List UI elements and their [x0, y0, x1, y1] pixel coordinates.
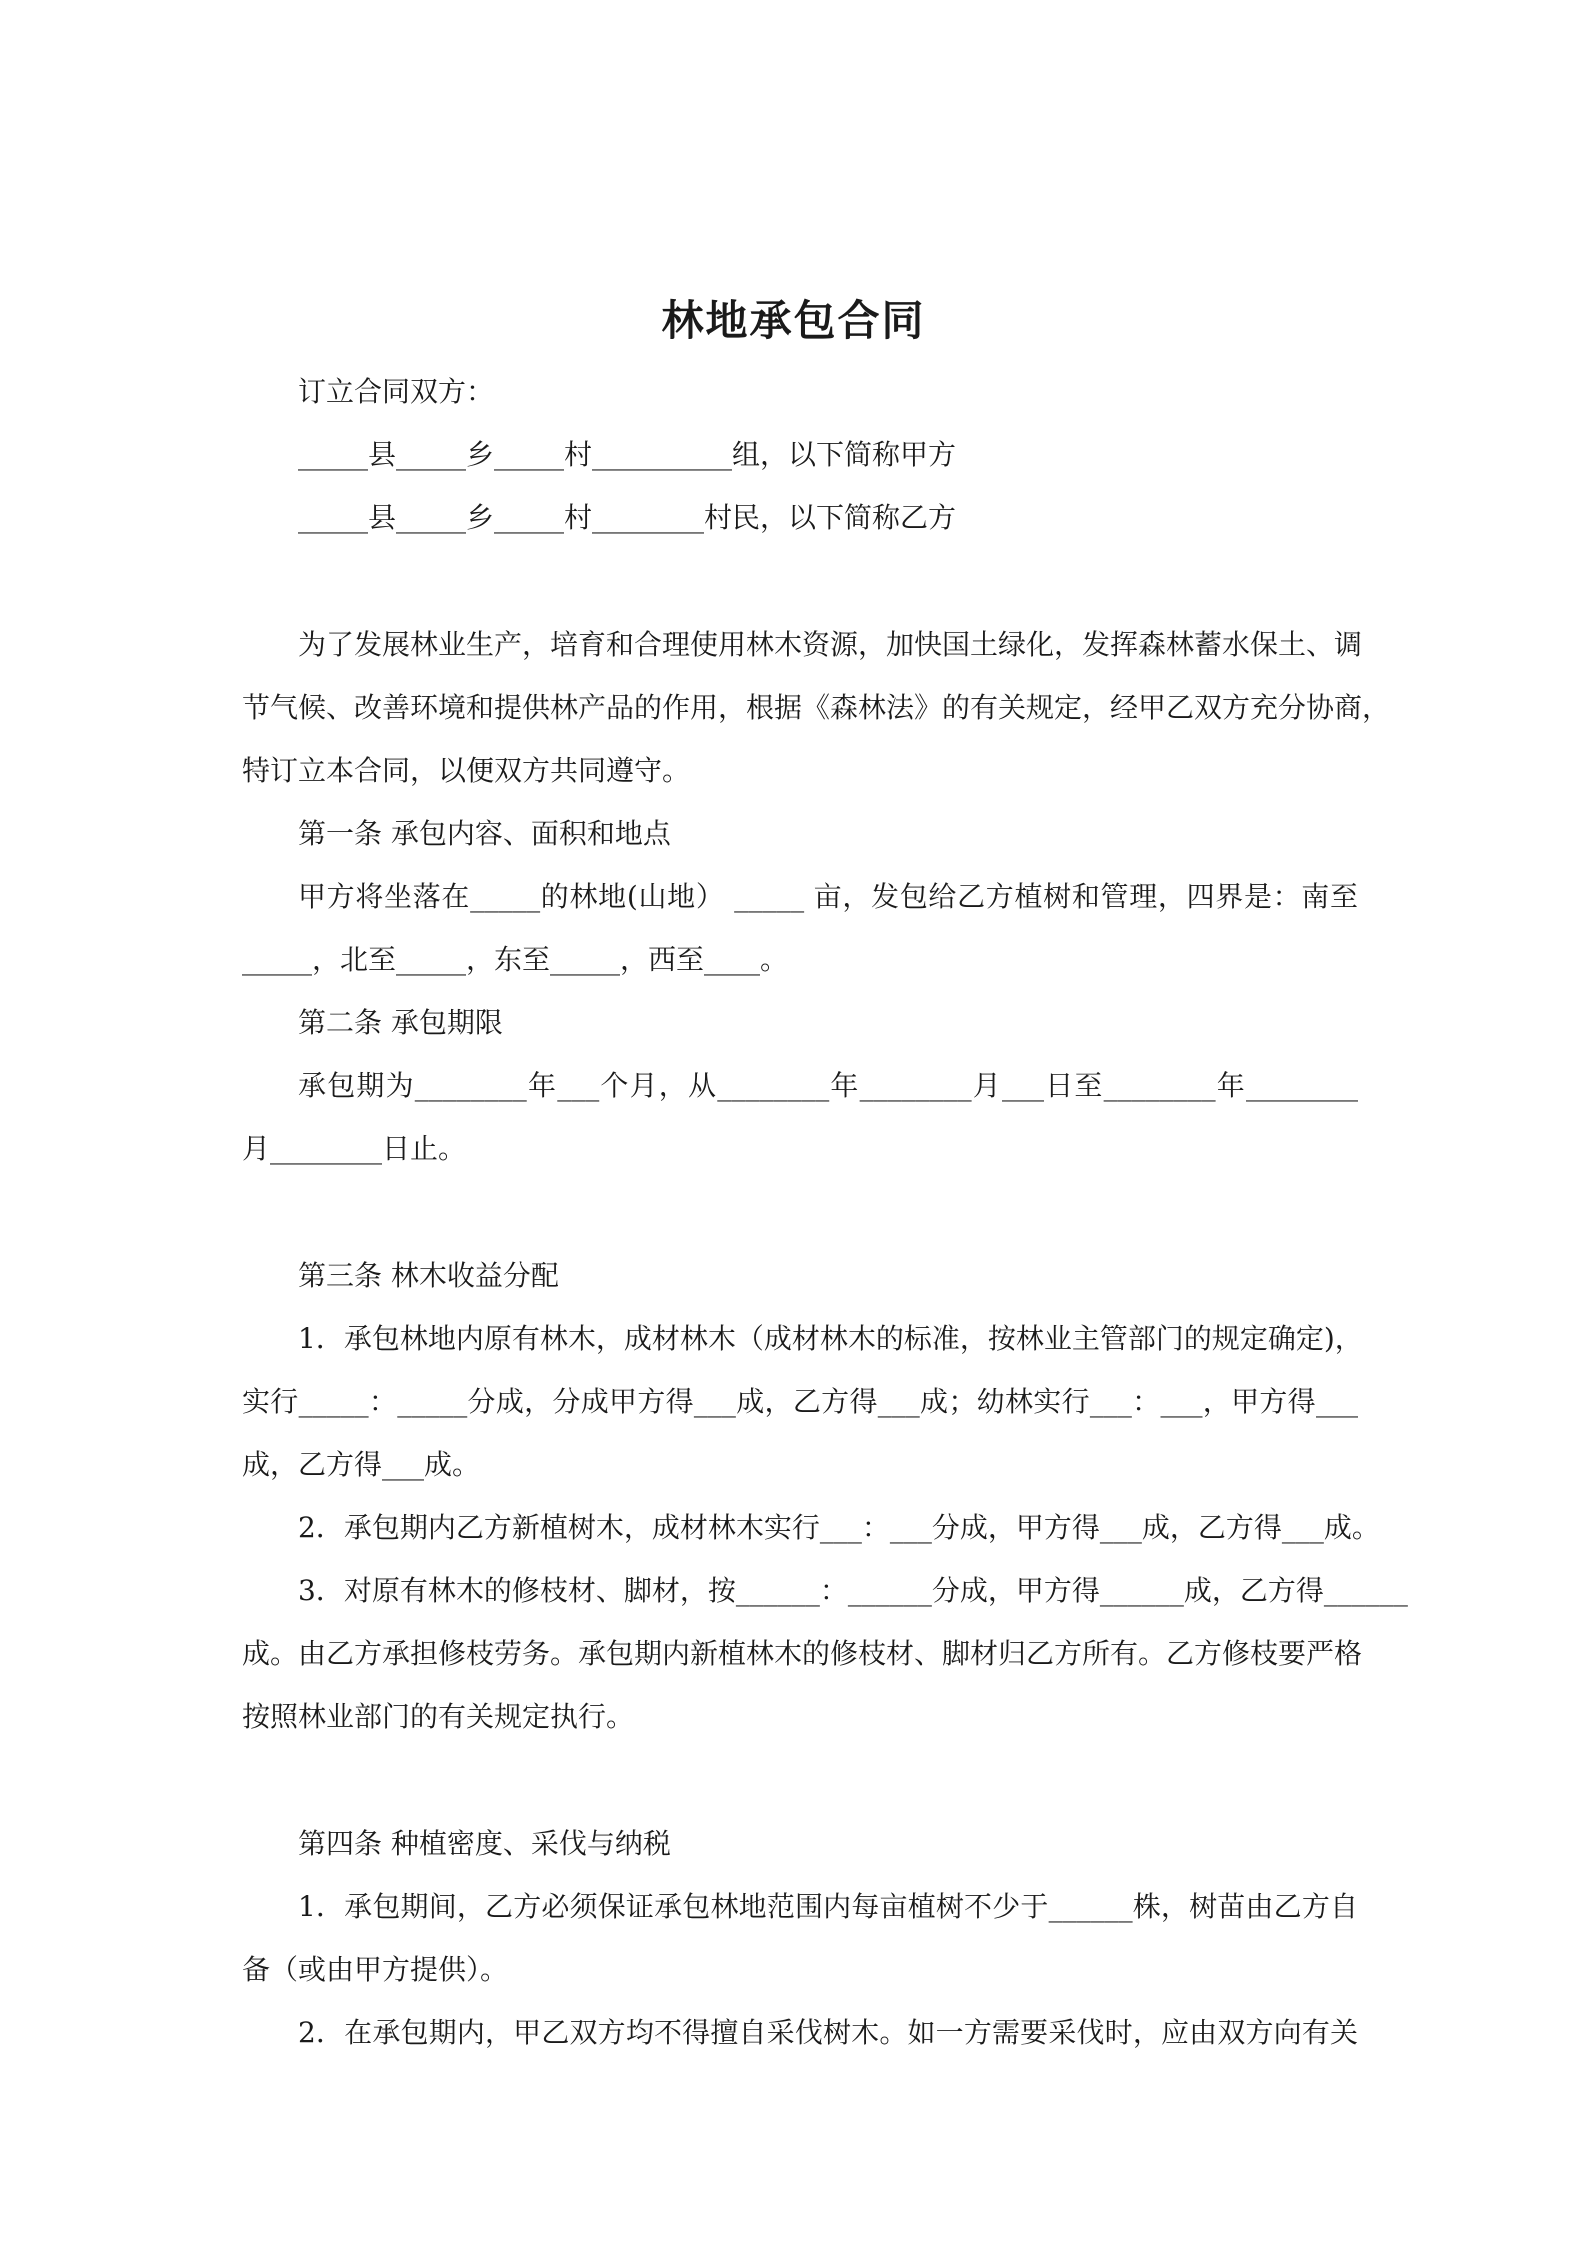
article-3-heading: 第三条 林木收益分配 — [298, 1259, 559, 1292]
preamble-line-1: 为了发展林业生产，培育和合理使用林木资源，加快国土绿化，发挥森林蓄水保土、调 — [298, 628, 1363, 661]
article-3-item-3-line-3: 按照林业部门的有关规定执行。 — [242, 1700, 635, 1733]
article-2-heading: 第二条 承包期限 — [298, 1006, 503, 1039]
article-2-line-2: 月________日止。 — [242, 1132, 467, 1165]
preamble-line-3: 特订立本合同，以便双方共同遵守。 — [242, 754, 691, 787]
article-1-heading: 第一条 承包内容、面积和地点 — [298, 817, 671, 850]
article-4-item-1-line-2: 备（或由甲方提供）。 — [242, 1953, 509, 1986]
article-4-item-2-line-1: 2．在承包期内，甲乙双方均不得擅自采伐树木。如一方需要采伐时，应由双方向有关 — [298, 2016, 1358, 2049]
article-3-item-3-line-2: 成。由乙方承担修枝劳务。承包期内新植林木的修枝材、脚材归乙方所有。乙方修枝要严格 — [242, 1637, 1363, 1670]
article-3-item-1-line-2: 实行_____：_____分成，分成甲方得___成，乙方得___成；幼林实行___：___，甲方得___ — [242, 1385, 1358, 1418]
article-3-item-3-line-1: 3．对原有林木的修枝材、脚材，按______：______分成，甲方得______成，乙方得______ — [298, 1574, 1408, 1607]
article-1-line-2: _____，北至_____，东至_____，西至____。 — [242, 943, 789, 976]
article-2-line-1: 承包期为________年___个月，从________年________月___日至________年________ — [298, 1069, 1358, 1102]
document-title: 林地承包合同 — [661, 296, 926, 345]
article-3-item-1-line-3: 成，乙方得___成。 — [242, 1448, 481, 1481]
article-3-item-2: 2．承包期内乙方新植树木，成材林木实行___：___分成，甲方得___成，乙方得___成。 — [298, 1511, 1380, 1544]
article-4-heading: 第四条 种植密度、采伐与纳税 — [298, 1827, 671, 1860]
article-1-line-1: 甲方将坐落在_____的林地(山地） _____ 亩，发包给乙方植树和管理，四界是：南至 — [298, 880, 1358, 913]
parties-heading: 订立合同双方： — [298, 375, 495, 408]
party-a-line: _____县_____乡_____村__________组，以下简称甲方 — [298, 438, 957, 471]
article-3-item-1-line-1: 1．承包林地内原有林木，成材林木（成材林木的标准，按林业主管部门的规定确定)， — [298, 1322, 1363, 1355]
preamble-line-2: 节气候、改善环境和提供林产品的作用，根据《森林法》的有关规定，经甲乙双方充分协商， — [242, 691, 1391, 724]
article-4-item-1-line-1: 1．承包期间，乙方必须保证承包林地范围内每亩植树不少于______株，树苗由乙方自 — [298, 1890, 1358, 1923]
party-b-line: _____县_____乡_____村________村民，以下简称乙方 — [298, 501, 957, 534]
